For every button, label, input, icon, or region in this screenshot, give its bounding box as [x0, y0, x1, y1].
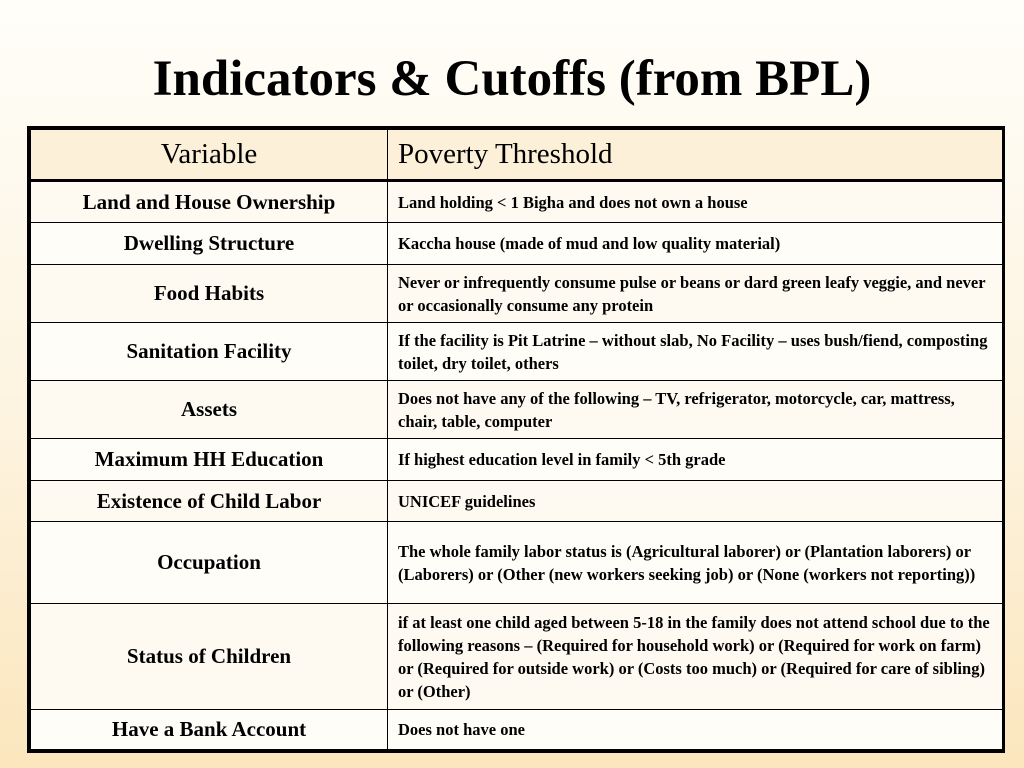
- table-row: [31, 323, 1003, 381]
- table-row: [31, 481, 1003, 522]
- variable-cell: Food Habits: [31, 265, 388, 323]
- threshold-cell: If the facility is Pit Latrine – without slab, No Facility – uses bush/fiend, composting toilet, dry toilet, others: [388, 323, 1003, 381]
- variable-cell: Maximum HH Education: [31, 439, 388, 481]
- table-row: [31, 223, 1003, 265]
- table-row: [31, 522, 1003, 604]
- table-row: [31, 381, 1003, 439]
- threshold-cell: Land holding < 1 Bigha and does not own a house: [388, 181, 1003, 223]
- threshold-cell: if at least one child aged between 5-18 in the family does not attend school due to the following reasons – (Required for household work) or (Required for work on farm) or (Required for outside work) or (Costs too much) or (Required for care of sibling) or (Other): [388, 604, 1003, 710]
- variable-cell: Status of Children: [31, 604, 388, 710]
- variable-cell: Occupation: [31, 522, 388, 604]
- variable-cell: Sanitation Facility: [31, 323, 388, 381]
- variable-cell: Assets: [31, 381, 388, 439]
- threshold-cell: Does not have any of the following – TV, refrigerator, motorcycle, car, mattress, chair, table, computer: [388, 381, 1003, 439]
- table-row: [31, 439, 1003, 481]
- table-row: [31, 181, 1003, 223]
- threshold-cell: If highest education level in family < 5th grade: [388, 439, 1003, 481]
- variable-cell: Land and House Ownership: [31, 181, 388, 223]
- column-header-variable: Variable: [31, 130, 388, 181]
- column-header-poverty-threshold: Poverty Threshold: [388, 130, 1003, 181]
- threshold-cell: The whole family labor status is (Agricultural laborer) or (Plantation laborers) or (Laborers) or (Other (new workers seeking job) or (None (workers not reporting)): [388, 522, 1003, 604]
- threshold-cell: Kaccha house (made of mud and low quality material): [388, 223, 1003, 265]
- table-header-row: [31, 130, 1003, 181]
- variable-cell: Dwelling Structure: [31, 223, 388, 265]
- threshold-cell: Does not have one: [388, 710, 1003, 750]
- threshold-cell: UNICEF guidelines: [388, 481, 1003, 522]
- indicators-table: [27, 126, 1005, 753]
- threshold-cell: Never or infrequently consume pulse or beans or dard green leafy veggie, and never or occasionally consume any protein: [388, 265, 1003, 323]
- variable-cell: Existence of Child Labor: [31, 481, 388, 522]
- slide-title: Indicators & Cutoffs (from BPL): [152, 51, 872, 107]
- table-row: [31, 265, 1003, 323]
- table-row: [31, 604, 1003, 710]
- variable-cell: Have a Bank Account: [31, 710, 388, 750]
- table-row: [31, 710, 1003, 750]
